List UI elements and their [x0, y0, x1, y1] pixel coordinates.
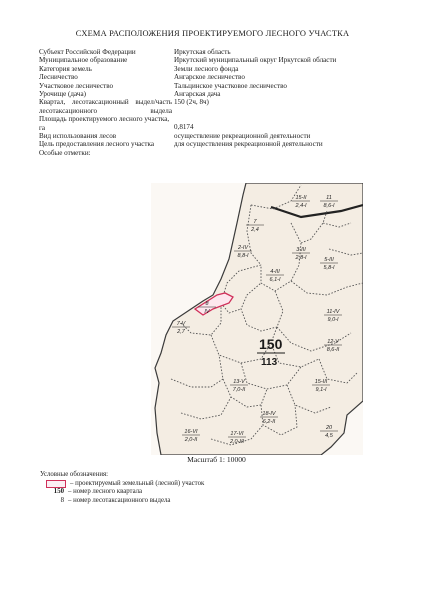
compartment-label-top: 3-III: [296, 247, 306, 253]
compartment-label-top: 11-IV: [326, 309, 340, 315]
attr-row-subject: [39, 48, 384, 56]
attr-label: Квартал, лесотаксационный выдел/часть лесотаксационного выдела: [39, 98, 172, 115]
compartment-label-bottom: 2,4-I: [295, 203, 307, 209]
attr-label: Субъект Российской Федерации: [39, 48, 136, 56]
attr-value: 0,8174: [174, 123, 194, 132]
legend-item-compartment: [40, 497, 204, 506]
compartment-label-top: 4-III: [270, 269, 280, 275]
compartment-label-top: 20: [325, 425, 333, 431]
compartment-label-bottom: 2,7: [177, 329, 185, 335]
attr-label: Участковое лесничество: [39, 81, 114, 90]
attr-label: Цель предоставления лесного участка: [39, 140, 155, 149]
compartment-label-top: 8: [205, 301, 209, 307]
compartment-label-top: 7: [253, 219, 257, 225]
compartment-label-bottom: 8,8-I: [237, 253, 249, 259]
attr-row-tract: [39, 90, 384, 98]
legend-code: 150: [53, 488, 64, 496]
compartment-label-bottom: 2,0-III: [229, 439, 245, 445]
map-scale: Масштаб 1: 10000: [187, 455, 246, 464]
attr-value: для осуществления рекреационной деятельности: [174, 140, 323, 149]
attr-row-quarter: [39, 98, 384, 115]
legend-title: Условные обозначения:: [40, 471, 108, 478]
quarter-sub-label: 113: [261, 357, 278, 368]
compartment-label-bottom: 6,1-I: [269, 277, 281, 283]
compartment-label-bottom: 8,6-II: [326, 347, 340, 353]
compartment-label-top: 16-VI: [184, 429, 198, 435]
compartment-label-top: 18-IV: [262, 411, 276, 417]
compartment-label-top: 5-III: [324, 257, 334, 263]
attr-value: 150 (2ч, 8ч): [174, 98, 209, 107]
attributes-table: [39, 48, 384, 157]
compartment-label-top: 7-V: [176, 321, 186, 327]
attr-row-notes: [39, 149, 384, 157]
document-title: СХЕМА РАСПОЛОЖЕНИЯ ПРОЕКТИРУЕМОГО ЛЕСНОГО УЧАСТКА: [75, 29, 350, 38]
attr-value: [172, 149, 384, 157]
compartment-label-bottom: 9,0-I: [327, 317, 339, 323]
compartment-label-bottom: 7,0-II: [232, 387, 246, 393]
attr-row-district-forestry: [39, 82, 384, 90]
quarter-number-label: 150: [259, 336, 283, 352]
attr-value: Иркутская область: [174, 48, 231, 56]
legend-code: 8: [60, 497, 64, 505]
attr-value: Тальцинское участковое лесничество: [174, 81, 287, 90]
compartment-label-top: 15-II: [295, 195, 307, 201]
legend: [40, 471, 204, 506]
compartment-label-bottom: 2,4: [251, 227, 259, 233]
forest-quarter-map: [151, 183, 363, 455]
compartment-label-top: 11: [326, 195, 332, 201]
compartment-label-top: 12-V: [327, 339, 339, 345]
compartment-label-top: 13-V: [233, 379, 245, 385]
legend-item-plot: [40, 480, 204, 489]
compartment-label-bottom: 6,2-II: [262, 419, 276, 425]
attr-row-land-category: [39, 65, 384, 73]
attr-label: Особые отметки:: [39, 148, 91, 157]
compartment-label-bottom: 9,1-I: [315, 387, 327, 393]
attr-value: осуществление рекреационной деятельности: [174, 132, 311, 141]
compartment-label-bottom: 2,0-II: [184, 437, 198, 443]
legend-item-quarter: [40, 488, 204, 497]
legend-text: – номер лесотаксационного выдела: [68, 497, 171, 505]
legend-text: – номер лесного квартала: [68, 488, 143, 496]
attr-label: Категория земель: [39, 64, 92, 73]
attr-value: Земли лесного фонда: [174, 64, 239, 73]
attr-label: Муниципальное образование: [39, 56, 128, 65]
attr-label: Урочище (дача): [39, 90, 86, 99]
legend-text: – проектируемый земельный (лесной) участок: [70, 479, 205, 487]
compartment-label-bottom: 2,8-I: [295, 255, 307, 261]
compartment-label-top: 2-IV: [237, 245, 249, 251]
attr-row-municipality: [39, 56, 384, 64]
attr-label: Площадь проектируемого лесного участка, га: [39, 115, 170, 132]
attr-row-purpose: [39, 140, 384, 148]
compartment-label-bottom: 8,6-I: [323, 203, 335, 209]
attr-value: Иркутский муниципальный округ Иркутской области: [174, 56, 337, 65]
attr-label: Вид использования лесов: [39, 132, 117, 141]
compartment-label-bottom: 4,5: [325, 433, 333, 439]
compartment-label-top: 17-VI: [230, 431, 244, 437]
attr-value: Ангарское лесничество: [174, 73, 245, 82]
compartment-label-top: 15-III: [314, 379, 328, 385]
attr-label: Лесничество: [39, 73, 78, 82]
attr-row-area: [39, 115, 384, 132]
legend-plot-swatch: [46, 480, 66, 488]
compartment-label-bottom: 5,8-I: [323, 265, 335, 271]
attr-value: Ангарская дача: [174, 90, 221, 99]
attr-row-forestry: [39, 73, 384, 81]
attr-row-use-type: [39, 132, 384, 140]
compartment-label-bottom: IV: [204, 309, 210, 315]
